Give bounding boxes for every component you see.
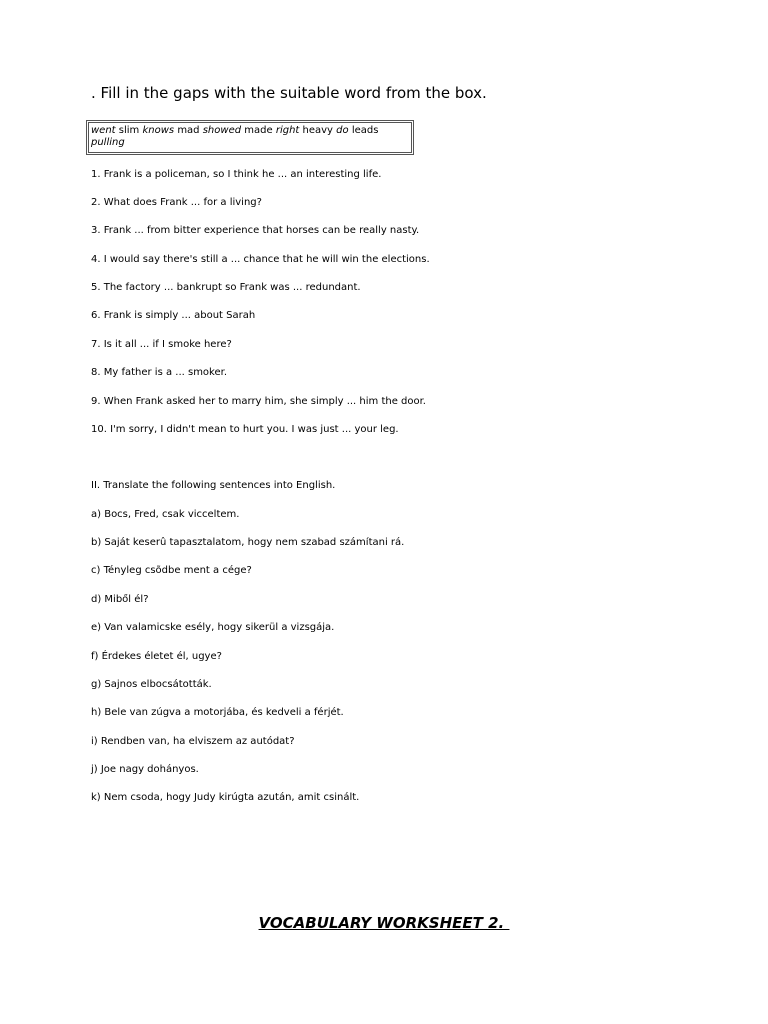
word-box-word: slim bbox=[118, 125, 140, 136]
word-box-word: knows bbox=[142, 125, 175, 136]
translate-sentence: a) Bocs, Fred, csak vicceltem. bbox=[91, 509, 240, 520]
word-box-word: right bbox=[275, 125, 300, 136]
word-box-word: made bbox=[244, 125, 273, 136]
translate-sentence: i) Rendben van, ha elviszem az autódat? bbox=[91, 736, 295, 747]
gap-sentence: 8. My father is a ... smoker. bbox=[91, 367, 228, 378]
gap-sentence: 10. I'm sorry, I didn't mean to hurt you. I was just ... your leg. bbox=[91, 424, 399, 435]
exercise-heading: . Fill in the gaps with the suitable word from the box. bbox=[91, 84, 487, 102]
translate-sentence: k) Nem csoda, hogy Judy kirúgta azután, amit csinált. bbox=[91, 792, 360, 803]
word-box-word: pulling bbox=[91, 137, 125, 148]
translate-sentence: b) Saját keserû tapasztalatom, hogy nem szabad számítani rá. bbox=[91, 537, 405, 548]
translate-sentence: c) Tényleg csõdbe ment a cége? bbox=[91, 565, 252, 576]
word-box-word: do bbox=[336, 125, 349, 136]
gap-sentence: 4. I would say there's still a ... chance that he will win the elections. bbox=[91, 254, 430, 265]
gap-sentence: 7. Is it all ... if I smoke here? bbox=[91, 339, 232, 350]
worksheet-title: VOCABULARY WORKSHEET 2. bbox=[258, 914, 510, 932]
word-box-word: went bbox=[91, 125, 116, 136]
word-box bbox=[86, 120, 414, 155]
word-box-word: mad bbox=[177, 125, 200, 136]
word-box-word: leads bbox=[351, 125, 379, 136]
translate-heading: II. Translate the following sentences into English. bbox=[91, 480, 336, 491]
gap-sentence: 1. Frank is a policeman, so I think he ... an interesting life. bbox=[91, 169, 382, 180]
gap-sentence: 6. Frank is simply ... about Sarah bbox=[91, 310, 256, 321]
word-box-word: showed bbox=[202, 125, 242, 136]
translate-sentence: e) Van valamicske esély, hogy sikerül a vizsgája. bbox=[91, 622, 335, 633]
gap-sentence: 3. Frank ... from bitter experience that horses can be really nasty. bbox=[91, 225, 420, 236]
translate-sentence: g) Sajnos elbocsátották. bbox=[91, 679, 212, 690]
word-box-word: heavy bbox=[302, 125, 333, 136]
gap-sentence: 9. When Frank asked her to marry him, she simply ... him the door. bbox=[91, 396, 426, 407]
gap-sentence: 5. The factory ... bankrupt so Frank was ... redundant. bbox=[91, 282, 361, 293]
gap-sentence: 2. What does Frank ... for a living? bbox=[91, 197, 262, 208]
translate-sentence: j) Joe nagy dohányos. bbox=[91, 764, 199, 775]
translate-sentence: f) Érdekes életet él, ugye? bbox=[91, 651, 222, 662]
translate-sentence: d) Miből él? bbox=[91, 594, 149, 605]
translate-sentence: h) Bele van zúgva a motorjába, és kedveli a férjét. bbox=[91, 707, 344, 718]
